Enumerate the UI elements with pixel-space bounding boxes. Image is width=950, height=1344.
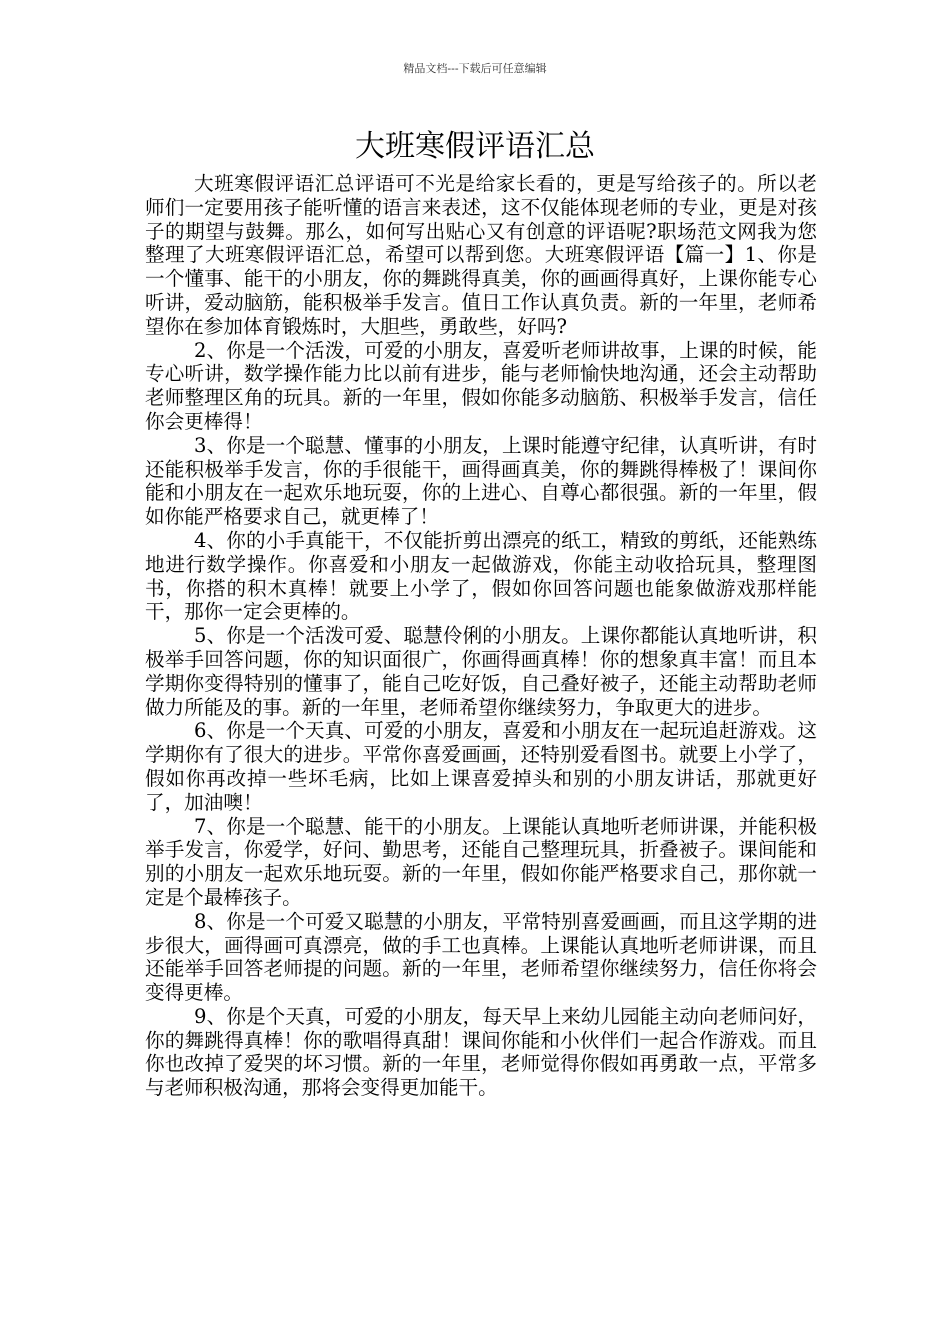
paragraph-comment-3: 3、你是一个聪慧、懂事的小朋友，上课时能遵守纪律，认真听讲，有时还能积极举手发言，你的手很能干，画得画真美，你的舞跳得棒极了！课间你能和小朋友在一起欢乐地玩耍，你的上进心、自尊心都很强。新的一年里，假如你能严格要求自己，就更棒了！ xyxy=(145,433,817,529)
paragraph-comment-6: 6、你是一个天真、可爱的小朋友，喜爱和小朋友在一起玩追赶游戏。这学期你有了很大的进步。平常你喜爱画画，还特别爱看图书。就要上小学了，假如你再改掉一些坏毛病，比如上课喜爱掉头和别的小朋友讲话，那就更好了，加油噢！ xyxy=(145,719,817,814)
paragraph-comment-5: 5、你是一个活泼可爱、聪慧伶俐的小朋友。上课你都能认真地听讲，积极举手回答问题，你的知识面很广，你画得画真棒！你的想象真丰富！而且本学期你变得特别的懂事了，能自己吃好饭，自己叠好被子，还能主动帮助老师做力所能及的事。新的一年里，老师希望你继续努力，争取更大的进步。 xyxy=(145,624,817,719)
paragraph-intro: 大班寒假评语汇总评语可不光是给家长看的，更是写给孩子的。所以老师们一定要用孩子能听懂的语言来表述，这不仅能体现老师的专业，更是对孩子的期望与鼓舞。那么，如何写出贴心又有创意的评语呢?职场范文网我为您整理了大班寒假评语汇总，希望可以帮到您。大班寒假评语【篇一】1、你是一个懂事、能干的小朋友，你的舞跳得真美，你的画画得真好，上课你能专心听讲，爱动脑筋，能积极举手发言。值日工作认真负责。新的一年里，老师希望你在参加体育锻炼时，大胆些，勇敢些，好吗? xyxy=(145,172,817,338)
paragraph-comment-7: 7、你是一个聪慧、能干的小朋友。上课能认真地听老师讲课，并能积极举手发言，你爱学，好问、勤思考，还能自己整理玩具，折叠被子。课间能和别的小朋友一起欢乐地玩耍。新的一年里，假如你能严格要求自己，那你就一定是个最棒孩子。 xyxy=(145,814,817,909)
document-title: 大班寒假评语汇总 xyxy=(355,129,595,164)
paragraph-comment-2: 2、你是一个活泼，可爱的小朋友，喜爱听老师讲故事，上课的时候，能专心听讲，数学操作能力比以前有进步，能与老师愉快地沟通，还会主动帮助老师整理区角的玩具。新的一年里，假如你能多动脑筋、积极举手发言，信任你会更棒得！ xyxy=(145,338,817,433)
header-note: 精品文档---下载后可任意编辑 xyxy=(403,62,547,75)
paragraph-comment-8: 8、你是一个可爱又聪慧的小朋友，平常特别喜爱画画，而且这学期的进步很大，画得画可真漂亮，做的手工也真棒。上课能认真地听老师讲课，而且还能举手回答老师提的问题。新的一年里，老师希望你继续努力，信任你将会变得更棒。 xyxy=(145,909,817,1005)
document-body xyxy=(145,172,817,1100)
paragraph-comment-4: 4、你的小手真能干，不仅能折剪出漂亮的纸工，精致的剪纸，还能熟练地进行数学操作。你喜爱和小朋友一起做游戏，你能主动收拾玩具，整理图书，你搭的积木真棒！就要上小学了，假如你回答问题也能象做游戏那样能干，那你一定会更棒的。 xyxy=(145,528,817,624)
paragraph-comment-9: 9、你是个天真，可爱的小朋友，每天早上来幼儿园能主动向老师问好，你的舞跳得真棒！你的歌唱得真甜！课间你能和小伙伴们一起合作游戏。而且你也改掉了爱哭的坏习惯。新的一年里，老师觉得你假如再勇敢一点，平常多与老师积极沟通，那将会变得更加能干。 xyxy=(145,1004,817,1100)
